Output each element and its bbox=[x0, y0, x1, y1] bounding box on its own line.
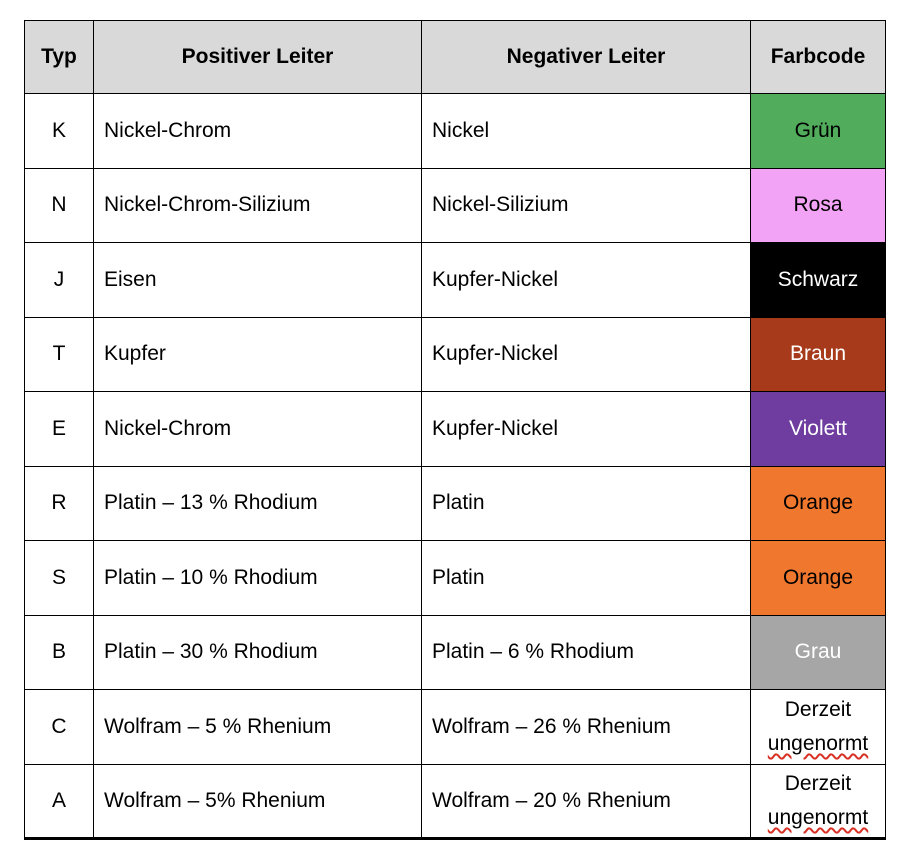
negative-conductor: Wolfram – 26 % Rhenium bbox=[422, 690, 751, 765]
color-code-swatch bbox=[751, 317, 886, 392]
color-code-label: Violett bbox=[789, 416, 847, 440]
color-code-label-line2: ungenormt bbox=[767, 805, 869, 829]
positive-conductor: Platin – 13 % Rhodium bbox=[94, 466, 422, 541]
positive-conductor: Platin – 30 % Rhodium bbox=[94, 615, 422, 690]
color-code-label: Schwarz bbox=[777, 267, 859, 291]
table-row bbox=[25, 690, 886, 765]
positive-conductor: Platin – 10 % Rhodium bbox=[94, 541, 422, 616]
thermocouple-table bbox=[24, 20, 886, 840]
color-code-label-line2: ungenormt bbox=[767, 731, 869, 755]
thermocouple-type: K bbox=[25, 94, 94, 169]
header-row bbox=[25, 21, 886, 94]
color-code-swatch bbox=[751, 392, 886, 467]
positive-conductor: Eisen bbox=[94, 243, 422, 318]
thermocouple-type: A bbox=[25, 764, 94, 839]
header-type: Typ bbox=[25, 21, 94, 94]
thermocouple-type: C bbox=[25, 690, 94, 765]
thermocouple-type: R bbox=[25, 466, 94, 541]
positive-conductor: Kupfer bbox=[94, 317, 422, 392]
color-code-swatch bbox=[751, 94, 886, 169]
thermocouple-type: J bbox=[25, 243, 94, 318]
table-row bbox=[25, 466, 886, 541]
table-row bbox=[25, 243, 886, 318]
negative-conductor: Platin bbox=[422, 541, 751, 616]
negative-conductor: Kupfer-Nickel bbox=[422, 243, 751, 318]
negative-conductor: Nickel-Silizium bbox=[422, 168, 751, 243]
table-row bbox=[25, 317, 886, 392]
color-code-swatch bbox=[751, 615, 886, 690]
thermocouple-type: N bbox=[25, 168, 94, 243]
thermocouple-type: T bbox=[25, 317, 94, 392]
color-code-label: Orange bbox=[782, 491, 854, 515]
header-positive-conductor: Positiver Leiter bbox=[94, 21, 422, 94]
positive-conductor: Nickel-Chrom bbox=[94, 94, 422, 169]
negative-conductor: Nickel bbox=[422, 94, 751, 169]
color-code-swatch bbox=[751, 466, 886, 541]
color-code-label: Derzeit bbox=[784, 771, 852, 795]
color-code-label: Grau bbox=[794, 640, 842, 664]
negative-conductor: Kupfer-Nickel bbox=[422, 392, 751, 467]
color-code-swatch bbox=[751, 690, 886, 765]
table-row bbox=[25, 764, 886, 839]
table-row bbox=[25, 168, 886, 243]
thermocouple-type: B bbox=[25, 615, 94, 690]
color-code-swatch bbox=[751, 243, 886, 318]
table-row bbox=[25, 94, 886, 169]
color-code-label: Derzeit bbox=[784, 697, 852, 721]
positive-conductor: Wolfram – 5 % Rhenium bbox=[94, 690, 422, 765]
color-code-label: Rosa bbox=[793, 193, 843, 217]
table-row bbox=[25, 541, 886, 616]
negative-conductor: Platin – 6 % Rhodium bbox=[422, 615, 751, 690]
color-code-swatch bbox=[751, 764, 886, 839]
color-code-label: Braun bbox=[789, 342, 847, 366]
negative-conductor: Wolfram – 20 % Rhenium bbox=[422, 764, 751, 839]
table-row bbox=[25, 615, 886, 690]
color-code-swatch bbox=[751, 541, 886, 616]
positive-conductor: Nickel-Chrom-Silizium bbox=[94, 168, 422, 243]
positive-conductor: Nickel-Chrom bbox=[94, 392, 422, 467]
negative-conductor: Kupfer-Nickel bbox=[422, 317, 751, 392]
header-color-code: Farbcode bbox=[751, 21, 886, 94]
table-row bbox=[25, 392, 886, 467]
positive-conductor: Wolfram – 5% Rhenium bbox=[94, 764, 422, 839]
header-negative-conductor: Negativer Leiter bbox=[422, 21, 751, 94]
color-code-label: Orange bbox=[782, 565, 854, 589]
thermocouple-type: S bbox=[25, 541, 94, 616]
color-code-swatch bbox=[751, 168, 886, 243]
thermocouple-type: E bbox=[25, 392, 94, 467]
color-code-label: Grün bbox=[794, 118, 842, 142]
negative-conductor: Platin bbox=[422, 466, 751, 541]
